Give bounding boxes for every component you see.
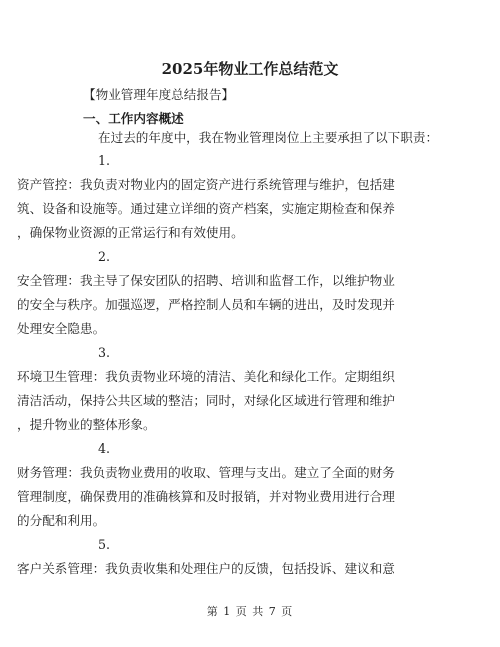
item-line: 管理制度，确保费用的准确核算和及时报销，并对物业费用进行合理 <box>17 489 395 504</box>
document-title: 2025年物业工作总结范文 <box>161 60 339 78</box>
item-line: 处理安全隐患。 <box>17 321 106 336</box>
item-number: 1. <box>98 153 111 168</box>
intro-paragraph: 在过去的年度中，我在物业管理岗位上主要承担了以下职责： <box>98 130 439 145</box>
item-line: 环境卫生管理：我负责物业环境的清洁、美化和绿化工作。定期组织 <box>17 369 395 384</box>
item-line: 的分配和利用。 <box>17 513 106 528</box>
item-line: 资产管控：我负责对物业内的固定资产进行系统管理与维护，包括建 <box>17 177 395 192</box>
item-line: 客户关系管理：我负责收集和处理住户的反馈，包括投诉、建议和意 <box>17 561 395 576</box>
section-heading: 一、工作内容概述 <box>83 111 184 126</box>
page-footer: 第 1 页 共 7 页 <box>206 605 294 618</box>
item-number: 2. <box>98 249 111 264</box>
item-line: 的安全与秩序。加强巡逻，严格控制人员和车辆的进出，及时发现并 <box>17 297 395 312</box>
item-number: 5. <box>98 537 111 552</box>
item-line: 筑、设备和设施等。通过建立详细的资产档案，实施定期检查和保养 <box>17 201 395 216</box>
item-line: 清洁活动，保持公共区域的整洁；同时，对绿化区域进行管理和维护 <box>17 393 395 408</box>
item-number: 4. <box>98 441 111 456</box>
item-line: ，提升物业的整体形象。 <box>17 417 156 432</box>
document-subtitle: 【物业管理年度总结报告】 <box>83 87 235 102</box>
item-line: ，确保物业资源的正常运行和有效使用。 <box>17 225 244 240</box>
item-number: 3. <box>98 345 111 360</box>
item-line: 财务管理：我负责物业费用的收取、管理与支出。建立了全面的财务 <box>17 465 395 480</box>
item-line: 安全管理：我主导了保安团队的招聘、培训和监督工作，以维护物业 <box>17 273 395 288</box>
